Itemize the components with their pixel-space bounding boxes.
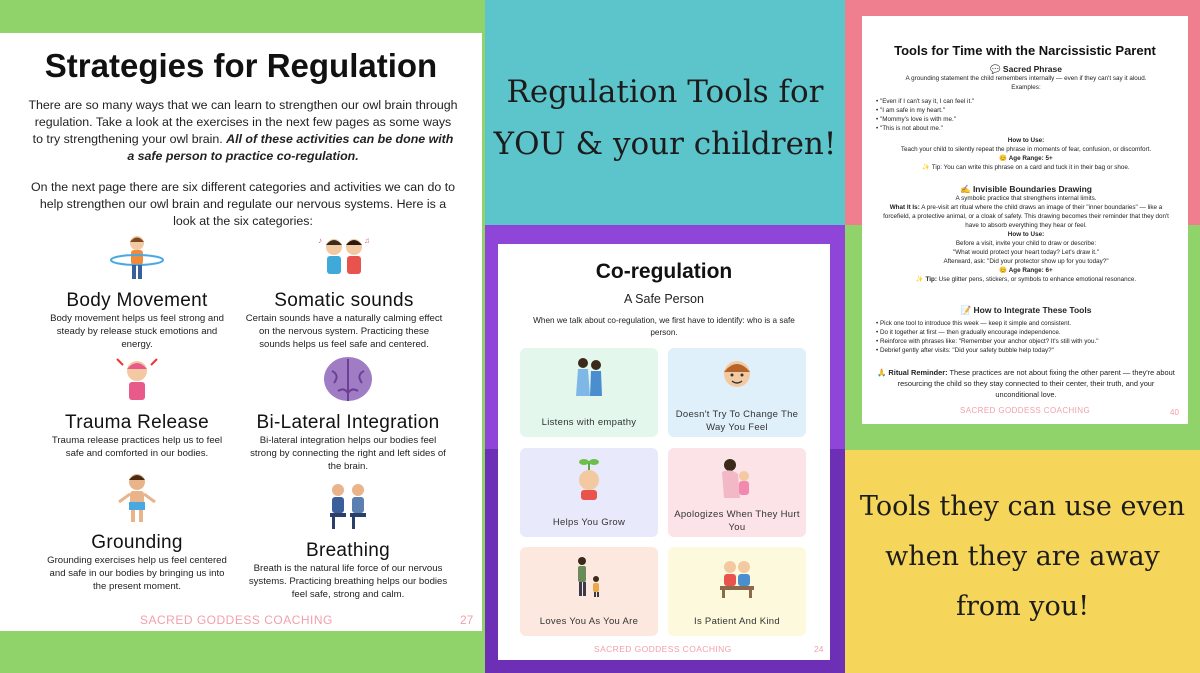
card-loves-you-as-you-are: Loves You As You Are (520, 547, 658, 636)
page-title: Strategies for Regulation (31, 47, 451, 85)
category-somatic-sounds: ♪ ♫ Somatic sounds Certain sounds have a naturally calming effect on the nervous system. Practicing these sounds helps us feel safe and centered. (244, 233, 444, 351)
invisible-boundaries-section: ✍️ Invisible Boundaries Drawing A symbolic practice that strengthens internal limits. What It Is: A pre-visit art ritual where the child draws an image of their "inner boundaries" — like a forcefield, a protective animal, or a cloak of safety. This drawing becomes their reminder that they don't have to absorb everything they hear or feel. How to Use: Before a visit, invite your child to draw or describe: "What would protect your heart today? Let's draw it." Afterward, ask: "Did your protector show up for you today?" 😊 Age Range: 6+ ✨ Tip: Use glitter pens, stickers, or symbols to enhance emotional resonance. (876, 185, 1176, 284)
strategies-page (0, 33, 482, 631)
page-title: Tools for Time with the Narcissistic Parent (888, 43, 1162, 58)
list-item: • "Mommy's love is with me." (876, 115, 1176, 124)
parent-child-walking-icon (568, 555, 610, 599)
ritual-reminder: 🙏 Ritual Reminder: These practices are not about fixing the other parent — they're about resourcing the child so they stay connected to their center, their truth, and your unconditional love. (877, 368, 1175, 399)
hula-hoop-child-icon (109, 233, 165, 285)
list-item: • "I am safe in my heart." (876, 106, 1176, 115)
page-title: Co-regulation (586, 260, 743, 284)
card-helps-you-grow: Helps You Grow (520, 448, 658, 537)
singing-children-icon (316, 233, 372, 285)
upset-child-icon (109, 355, 165, 407)
page-number: 40 (1170, 408, 1179, 417)
categories-intro: On the next page there are six different categories and activities we can do to help strengthen our owl brain and regulate our nervous systems. Here is a look at the six categories: (30, 180, 456, 228)
teal-panel-text: Regulation Tools for YOU & your children! (493, 74, 837, 162)
card-listens-with-empathy: Listens with empathy (520, 348, 658, 437)
hugging-people-icon (568, 356, 610, 400)
section-heading: ✍️ Invisible Boundaries Drawing (960, 184, 1092, 194)
integrate-list (876, 319, 1176, 355)
svg-text:♪: ♪ (318, 236, 322, 245)
category-bi-lateral-integration: Bi-Lateral Integration Bi-lateral integration helps our bodies feel strong by connecting the right and left sides of the brain. (248, 355, 448, 473)
family-bench-icon (716, 555, 758, 599)
section-heading: 📝 How to Integrate These Tools (960, 305, 1092, 315)
list-item: • Debrief gently after visits: "Did your safety bubble help today?" (876, 346, 1176, 355)
narcissistic-parent-tools-page (862, 16, 1188, 424)
card-patient-and-kind: Is Patient And Kind (668, 547, 806, 636)
footer-brand: SACRED GODDESS COACHING (140, 613, 333, 627)
intro-text: There are so many ways that we can learn to strengthen our owl brain through regulation. Take a look at the exercises in the next few pages as some ways to try strengthening your owl brain. All of these activities can be done with a safe person to practice co-regulation. (28, 98, 458, 163)
footer-brand: SACRED GODDESS COACHING (960, 406, 1091, 415)
category-body-movement: Body Movement Body movement helps us feel strong and steady by release stuck emotions and energy. (42, 233, 232, 351)
card-doesnt-try-to-change: Doesn't Try To Change The Way You Feel (668, 348, 806, 437)
mother-child-hug-icon (716, 456, 758, 500)
category-grounding: Grounding Grounding exercises help us feel centered and safe in our bodies by bringing us into the present moment. (42, 469, 232, 593)
sacred-usage: How to Use: Teach your child to silently repeat the phrase in moments of fear, confusion, or discomfort. 😊 Age Range: 5+ ✨ Tip: You can write this phrase on a card and tuck it in their bag or shoe. (900, 137, 1152, 171)
sprouting-head-icon (568, 456, 610, 500)
integrate-heading (876, 306, 1176, 315)
standing-child-icon (109, 469, 165, 527)
page-number: 24 (814, 644, 824, 654)
list-item: • "Even if I can't say it, I can feel it." (876, 97, 1176, 106)
list-item: • Reinforce with phrases like: "Remember your anchor object? It's still with you." (876, 337, 1176, 346)
page-subtitle: A Safe Person (624, 292, 704, 306)
footer-brand: SACRED GODDESS COACHING (594, 644, 732, 654)
list-item: • Pick one tool to introduce this week — keep it simple and consistent. (876, 319, 1176, 328)
coregulation-page (498, 244, 830, 660)
svg-text:♫: ♫ (364, 236, 370, 245)
section-heading: 💬 Sacred Phrase (989, 64, 1062, 74)
yellow-panel-text: Tools they can use even when they are away from you! (859, 491, 1186, 622)
list-item: • "This is not about me." (876, 124, 1176, 133)
breathing-people-icon (320, 477, 376, 535)
smiling-child-icon (716, 356, 758, 400)
page-number: 27 (460, 613, 474, 627)
category-trauma-release: Trauma Release Trauma release practices help us to feel safe and comforted in our bodies. (42, 355, 232, 460)
sacred-examples-list (876, 97, 1176, 133)
card-apologizes: Apologizes When They Hurt You (668, 448, 806, 537)
sacred-phrase-section: 💬 Sacred Phrase A grounding statement the child remembers internally — even if they can't say it aloud. Examples: (876, 65, 1176, 92)
list-item: • Do it together at first — then gradually encourage independence. (876, 328, 1176, 337)
brain-icon (320, 355, 376, 407)
category-breathing: Breathing Breath is the natural life force of our nervous systems. Practicing breathing helps our bodies feel safe, strong and calm. (248, 477, 448, 601)
intro-text: When we talk about co-regulation, we first have to identify: who is a safe person. (533, 316, 795, 337)
